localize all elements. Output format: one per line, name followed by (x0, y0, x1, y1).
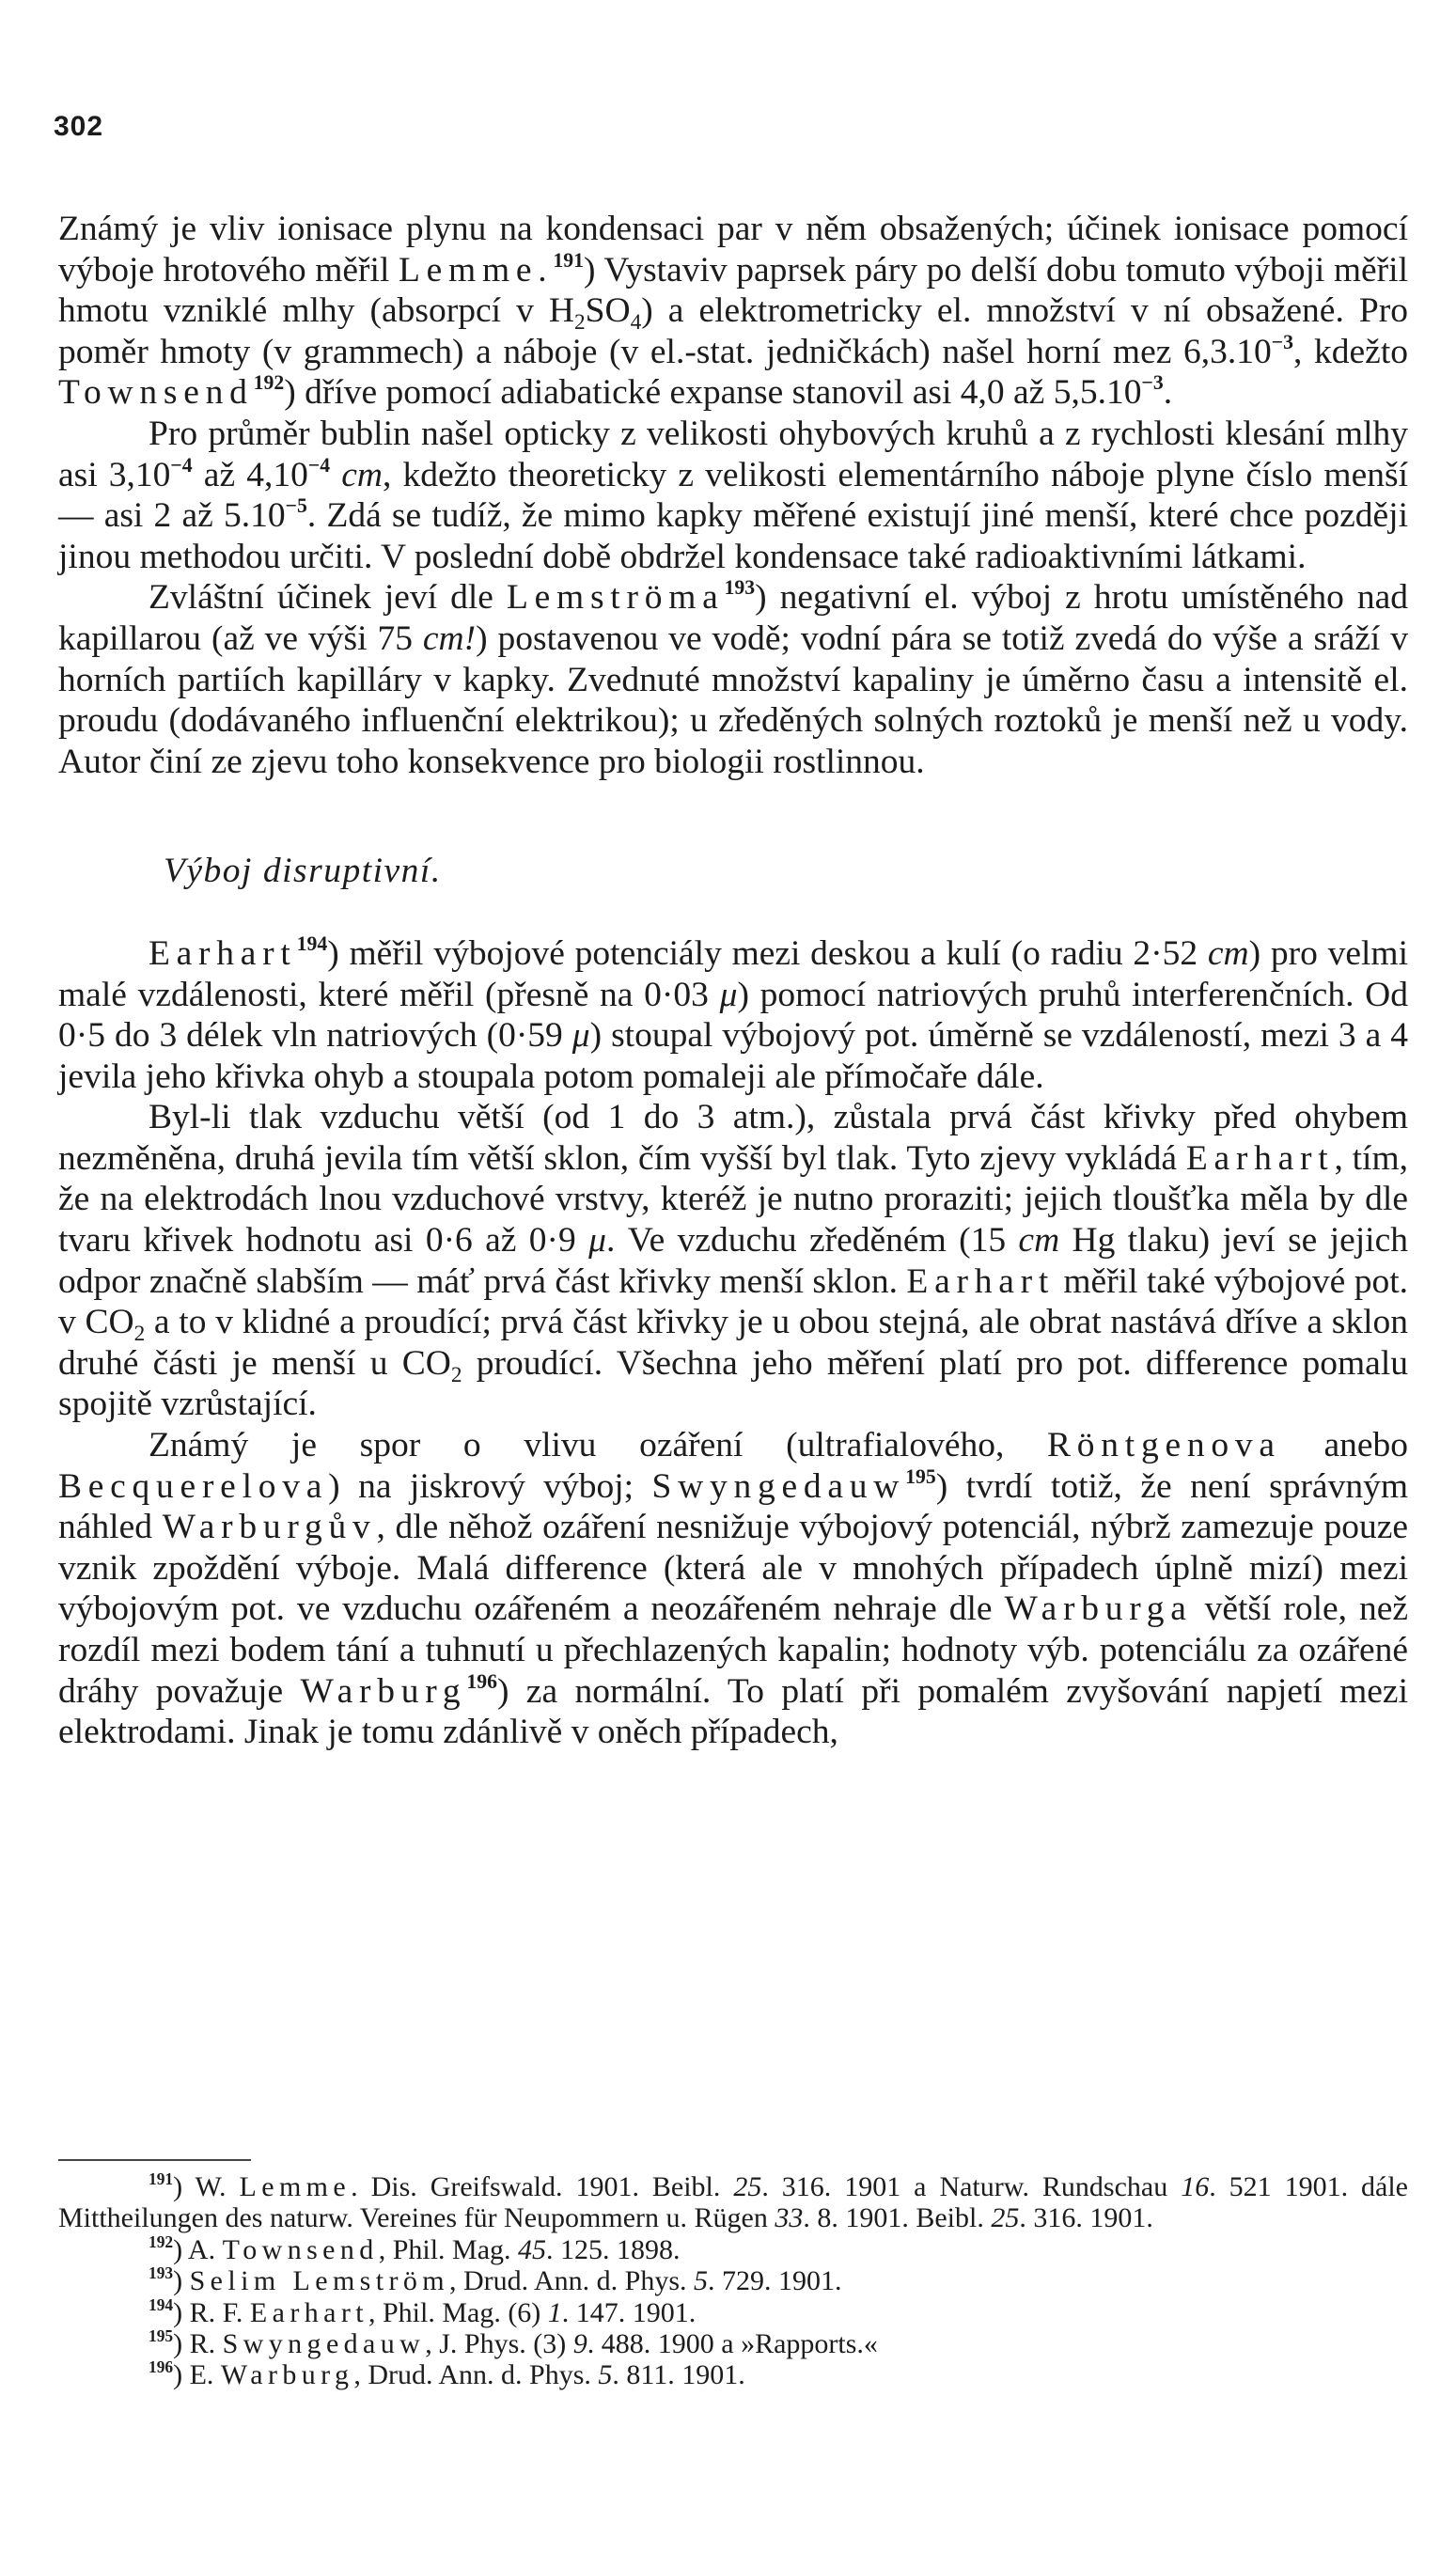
paragraph-6 (58, 1425, 1408, 1753)
subscript: 2 (574, 310, 586, 336)
text-run: . 8. 1901. Beibl. (803, 2202, 992, 2234)
text-run: ) dříve pomocí adiabatické expanse stanovil asi 4,0 až 5,5.10 (284, 373, 1142, 413)
text-run: ) měřil výbojové potenciály mezi deskou a kulí (o radiu 2·52 (327, 933, 1208, 973)
footnote-196 (58, 2359, 1408, 2390)
page-number: 302 (54, 111, 104, 142)
text-run: ) a elektrometricky el. množství v ní obsažené. Pro poměr hmoty (v grammech) a náboje (v el.-stat. jedničkách) našel horní mez 6,3.10 (58, 291, 1408, 371)
footnote-number: 191 (149, 2169, 174, 2188)
volume: 1 (547, 2296, 562, 2328)
paragraph-5 (58, 1097, 1408, 1425)
text-run: , dle něhož ozáření nesnižuje výbojový potenciál, nýbrž zamezuje pouze vznik zpoždění výboje. Malá difference (která ale v mnohých případech úplně mizí) mezi výbojovým pot. ve vzduchu ozářeném a neozářeném nehraje dle (58, 1508, 1408, 1629)
text-run: , Phil. Mag. (378, 2233, 519, 2265)
text-run: ) pomocí natriových pruhů interferenčních. Od 0·5 do 3 délek vln natriových (0·59 (58, 975, 1409, 1056)
text-run: SO (585, 291, 631, 331)
exponent: −5 (285, 493, 307, 517)
text-run: ) R. F. (173, 2296, 250, 2328)
text-run: Známý je vliv ionisace plynu na kondensaci par v něm obsažených; účinek ionisace pomocí výboje hrotového měřil (58, 210, 1408, 290)
author-name: Lemme. (398, 250, 554, 290)
text-run: . 521 1901. dále Mittheilungen des naturw. Vereines für Neupommern u. Rügen (58, 2171, 1408, 2234)
footnote-number: 194 (149, 2294, 174, 2314)
footnote-191 (58, 2171, 1408, 2234)
text-run: . 316. 1901 a Naturw. Rundschau (761, 2171, 1182, 2202)
text-run: ) na jiskrový výboj; (328, 1466, 652, 1506)
text-run: Zvláštní účinek jeví dle (149, 578, 507, 618)
footnote-ref: 195 (905, 1464, 936, 1488)
unit: cm (1207, 933, 1249, 973)
exponent: −3 (1141, 371, 1164, 395)
text-run: ) tvrdí totiž, že není správným náhled (58, 1466, 1408, 1547)
text-run: ) negativní el. výboj z hrotu umístěného nad kapillarou (až ve výši 75 (58, 578, 1408, 658)
text-run: , tím, že na elektrodách lnou vzduchové vrstvy, kteréž je nutno proraziti; jejich tloušťka měla by dle tvaru křivek hodnotu asi 0·6 až 0·9 (58, 1138, 1408, 1261)
text-run: až 4,10 (192, 455, 308, 494)
unit: μ (719, 975, 738, 1014)
footnote-number: 192 (149, 2231, 174, 2251)
exponent: −4 (307, 453, 331, 477)
text-run: Byl-li tlak vzduchu větší (od 1 do 3 atm.), zůstala prvá část křivky před ohybem nezměněna, druhá jevila tím větší sklon, čím vyšší byl tlak. Tyto zjevy vykládá (58, 1098, 1408, 1178)
text-run: ) R. (173, 2328, 223, 2360)
author-name: Townsend (58, 373, 254, 413)
footnote-ref: 191 (553, 248, 585, 272)
author-name: Becquerelova (58, 1466, 329, 1506)
text-run: , Drud. Ann. d. Phys. (449, 2265, 695, 2297)
footnote-divider (58, 2159, 251, 2161)
volume: 25 (733, 2171, 762, 2202)
subscript: 2 (133, 1322, 146, 1347)
footnote-ref: 192 (253, 371, 285, 395)
main-text (58, 209, 1408, 1753)
volume: 5 (598, 2359, 613, 2391)
text-run: . 811. 1901. (612, 2359, 745, 2391)
text-run: ) W. (173, 2171, 240, 2202)
author-name: Warburgův (162, 1508, 377, 1547)
text-run: ) pro velmi malé vzdálenosti, které měřil (přesně na 0·03 (58, 933, 1408, 1014)
footnote-194 (58, 2294, 1408, 2328)
author-name: Earhart (149, 933, 297, 973)
exponent: −3 (1271, 330, 1294, 353)
author-name: Swyngedauw (222, 2328, 426, 2360)
text-run: , kdežto (1293, 332, 1408, 371)
text-run: . 147. 1901. (561, 2296, 697, 2328)
text-run: . 316. 1901. (1019, 2202, 1153, 2234)
text-run: anebo (1280, 1426, 1408, 1465)
volume: 25 (991, 2202, 1020, 2234)
unit: cm! (422, 619, 477, 658)
text-run: ) Vystaviv paprsek páry po delší dobu tomuto výboji měřil hmotu vzniklé mlhy (absorpcí v H (58, 250, 1408, 331)
text-run: . (1163, 373, 1173, 413)
subscript: 4 (630, 310, 642, 336)
text-run: . 488. 1900 a »Rapports.« (587, 2328, 878, 2360)
subscript: 2 (450, 1362, 462, 1387)
text-run: . Dis. Greifswald. 1901. Beibl. (351, 2171, 734, 2202)
author-name: Lemströma (506, 578, 725, 618)
text-run: ) za normální. To platí při pomalém zvyšování napjetí mezi elektrodami. Jinak je tomu zdánlivě v oněch případech, (58, 1671, 1409, 1752)
volume: 33 (775, 2202, 804, 2234)
author-name: Selim Lemström (189, 2265, 450, 2297)
footnote-number: 196 (149, 2357, 174, 2377)
footnotes (58, 2171, 1408, 2391)
text-run: ) (173, 2265, 190, 2297)
paragraph-1 (58, 209, 1408, 414)
footnote-193 (58, 2265, 1408, 2296)
text-run: ) A. (173, 2233, 223, 2265)
author-name: Warburg (300, 1671, 467, 1711)
text-run: . Zdá se tudíž, že mimo kapky měřené existují jiné menší, které chce později jinou methodou určiti. V poslední době obdržel kondensace také radioaktivními látkami. (58, 496, 1408, 576)
unit: cm (1018, 1221, 1060, 1261)
author-name: Earhart (906, 1261, 1055, 1301)
footnote-195 (58, 2325, 1408, 2360)
unit: cm (341, 455, 383, 494)
author-name: Warburg (220, 2359, 354, 2391)
section-heading: Výboj disruptivní. (164, 852, 442, 891)
text-run: , Drud. Ann. d. Phys. (353, 2359, 599, 2391)
text-run: ) postavenou ve vodě; vodní pára se totiž zvedá do výše a sráží v horních partiích kapilláry v kapky. Zvednuté množství kapaliny je úměrno času a intensitě el. proudu (dodávaného influenční elektrikou); u zředěných solných roztoků je menší než u vody. Autor činí ze zjevu toho konsekvence pro biologii rostlinnou. (58, 619, 1408, 781)
text-run: ) E. (173, 2359, 221, 2391)
volume: 9 (572, 2328, 587, 2360)
text-run: , kdežto theoreticky z velikosti elementárního náboje plyne číslo menší — asi 2 až 5.10 (58, 455, 1408, 536)
text-run: , Phil. Mag. (6) (368, 2296, 548, 2328)
text-run: Hg tlaku) jeví se jejich odpor značně slabším — máť prvá část křivky menší sklon. (58, 1221, 1408, 1301)
text-run: Pro průměr bublin našel opticky z velikosti ohybových kruhů a z rychlosti klesání mlhy asi 3,10 (58, 414, 1408, 494)
author-name: Warburga (1004, 1589, 1193, 1629)
footnote-ref: 196 (466, 1669, 497, 1693)
paragraph-3 (58, 577, 1408, 782)
author-name: Röntgenova (1047, 1426, 1281, 1465)
author-name: Lemme (239, 2171, 352, 2202)
text-run: . 125. 1898. (546, 2233, 681, 2265)
volume: 5 (694, 2265, 709, 2297)
text-run: , J. Phys. (3) (425, 2328, 573, 2360)
author-name: Swyngedauw (651, 1466, 906, 1506)
unit: μ (571, 1016, 590, 1056)
footnote-number: 195 (149, 2325, 174, 2345)
footnote-192 (58, 2231, 1408, 2265)
volume: 45 (518, 2233, 547, 2265)
text-run: proudící. Všechna jeho měření platí pro pot. difference pomalu spojitě vzrůstající. (58, 1343, 1408, 1424)
paragraph-2 (58, 414, 1408, 577)
author-name: Earhart (1185, 1138, 1335, 1178)
volume: 16 (1181, 2171, 1210, 2202)
text-run: ) stoupal výbojový pot. úměrně se vzdáleností, mezi 3 a 4 jevila jeho křivka ohyb a stoupala potom pomaleji ale přímočaře dále. (58, 1016, 1408, 1096)
text-run: . Ve vzduchu zředěném (15 (605, 1221, 1019, 1261)
unit: μ (588, 1221, 606, 1261)
footnote-ref: 193 (724, 576, 756, 600)
text-run: a to v klidné a proudící; prvá část křivky je u obou stejná, ale obrat nastává dříve a sklon druhé části je menší u CO (58, 1303, 1409, 1383)
author-name: Townsend (222, 2233, 379, 2265)
text-run: větší role, než rozdíl mezi bodem tání a tuhnutí u přechlazených kapalin; hodnoty výb. potenciálu za ozářené dráhy považuje (58, 1589, 1408, 1711)
paragraph-4 (58, 933, 1408, 1097)
text-run: Známý je spor o vlivu ozáření (ultrafialového, (149, 1426, 1048, 1465)
footnote-ref: 194 (296, 932, 328, 955)
footnote-number: 193 (149, 2263, 174, 2283)
text-run: měřil také výbojové pot. v CO (58, 1261, 1408, 1342)
exponent: −4 (170, 453, 193, 477)
text-run: . 729. 1901. (708, 2265, 842, 2297)
author-name: Earhart (249, 2296, 368, 2328)
